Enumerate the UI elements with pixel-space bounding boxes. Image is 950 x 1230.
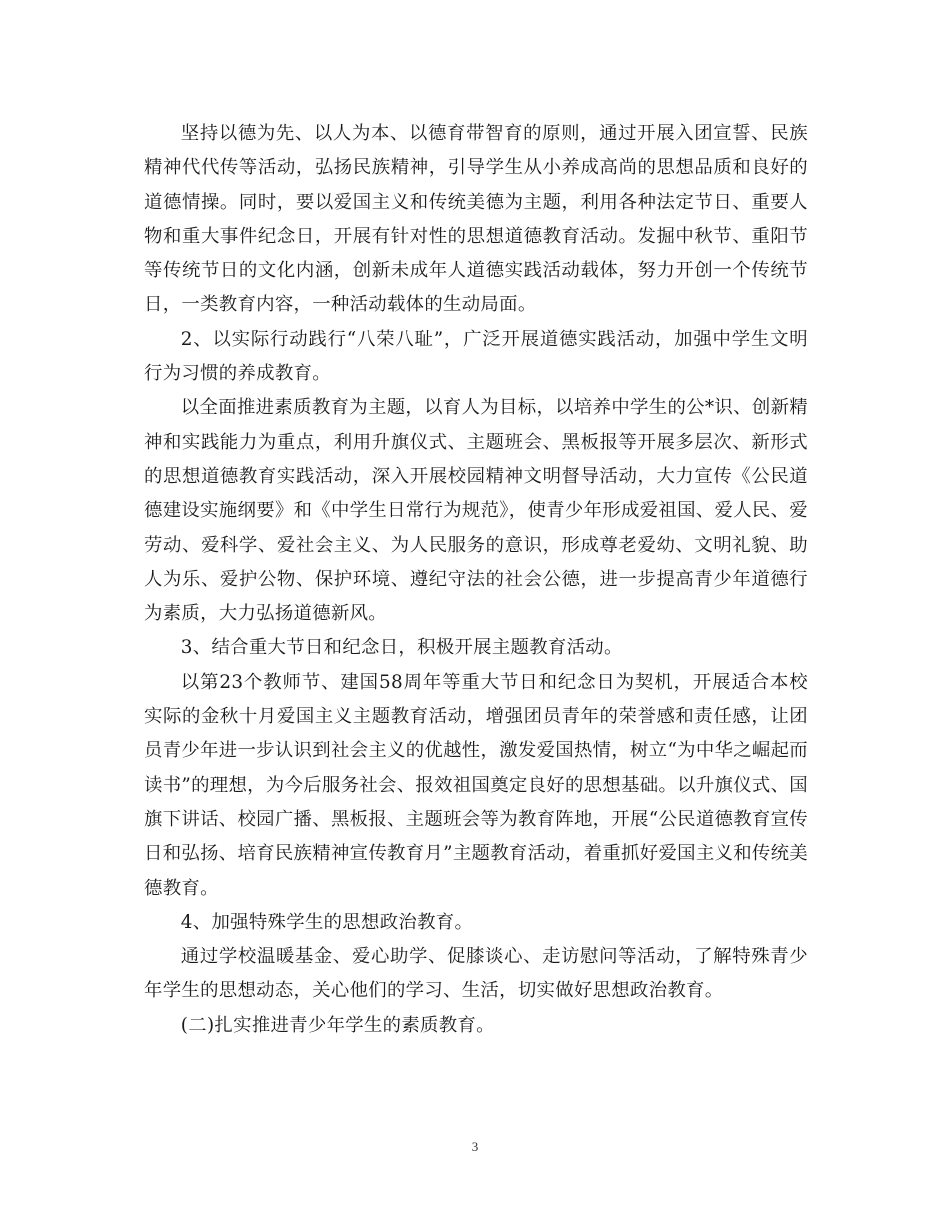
paragraph-moral-principles: 坚持以德为先、以人为本、以德育带智育的原则，通过开展入团宣誓、民族精神代代传等活动，弘扬民族精神，引导学生从小养成高尚的思想品质和良好的道德情操。同时，要以爱国主义和传统美德为主题，利用各种法定节日、重要人物和重大事件纪念日，开展有针对性的思想道德教育活动。发掘中秋节、重阳节等传统节日的文化内涵，创新未成年人道德实践活动载体，努力开创一个传统节日，一类教育内容，一种活动载体的生动局面。 bbox=[144, 123, 808, 316]
paragraph-special-students: 通过学校温暖基金、爱心助学、促膝谈心、走访慰问等活动，了解特殊青少年学生的思想动态，关心他们的学习、生活，切实做好思想政治教育。 bbox=[144, 946, 808, 1002]
page-number: 3 bbox=[471, 1139, 479, 1154]
paragraph-quality-education: 以全面推进素质教育为主题，以育人为目标，以培养中学生的公*识、创新精神和实践能力为重点，利用升旗仪式、主题班会、黑板报等开展多层次、新形式的思想道德教育实践活动，深入开展校园精神文明督导活动，大力宣传《公民道德建设实施纲要》和《中学生日常行为规范》，使青少年形成爱祖国、爱人民、爱劳动、爱科学、爱社会主义、为人民服务的意识，形成尊老爱幼、文明礼貌、助人为乐、爱护公物、保护环境、遵纪守法的社会公德，进一步提高青少年道德行为素质，大力弘扬道德新风。 bbox=[144, 397, 808, 625]
paragraph-heading-4: 4、加强特殊学生的思想政治教育。 bbox=[180, 911, 474, 933]
paragraph-heading-3: 3、结合重大节日和纪念日，积极开展主题教育活动。 bbox=[180, 637, 623, 659]
paragraph-heading-2: 2、以实际行动践行“八荣八耻”，广泛开展道德实践活动，加强中学生文明行为习惯的养成教育。 bbox=[144, 328, 808, 385]
paragraph-section-heading: (二)扎实推进青少年学生的素质教育。 bbox=[180, 1014, 495, 1036]
paragraph-festival-activities: 以第23个教师节、建国58周年等重大节日和纪念日为契机，开展适合本校实际的金秋十月爱国主义主题教育活动，增强团员青年的荣誉感和责任感，让团员青少年进一步认识到社会主义的优越性，激发爱国热情，树立“为中华之崛起而读书”的理想，为今后服务社会、报效祖国奠定良好的思想基础。以升旗仪式、国旗下讲话、校园广播、黑板报、主题班会等为教育阵地，开展“公民道德教育宣传日和弘扬、培育民族精神宣传教育月”主题教育活动，着重抓好爱国主义和传统美德教育。 bbox=[144, 671, 808, 899]
document-body bbox=[144, 117, 808, 1043]
